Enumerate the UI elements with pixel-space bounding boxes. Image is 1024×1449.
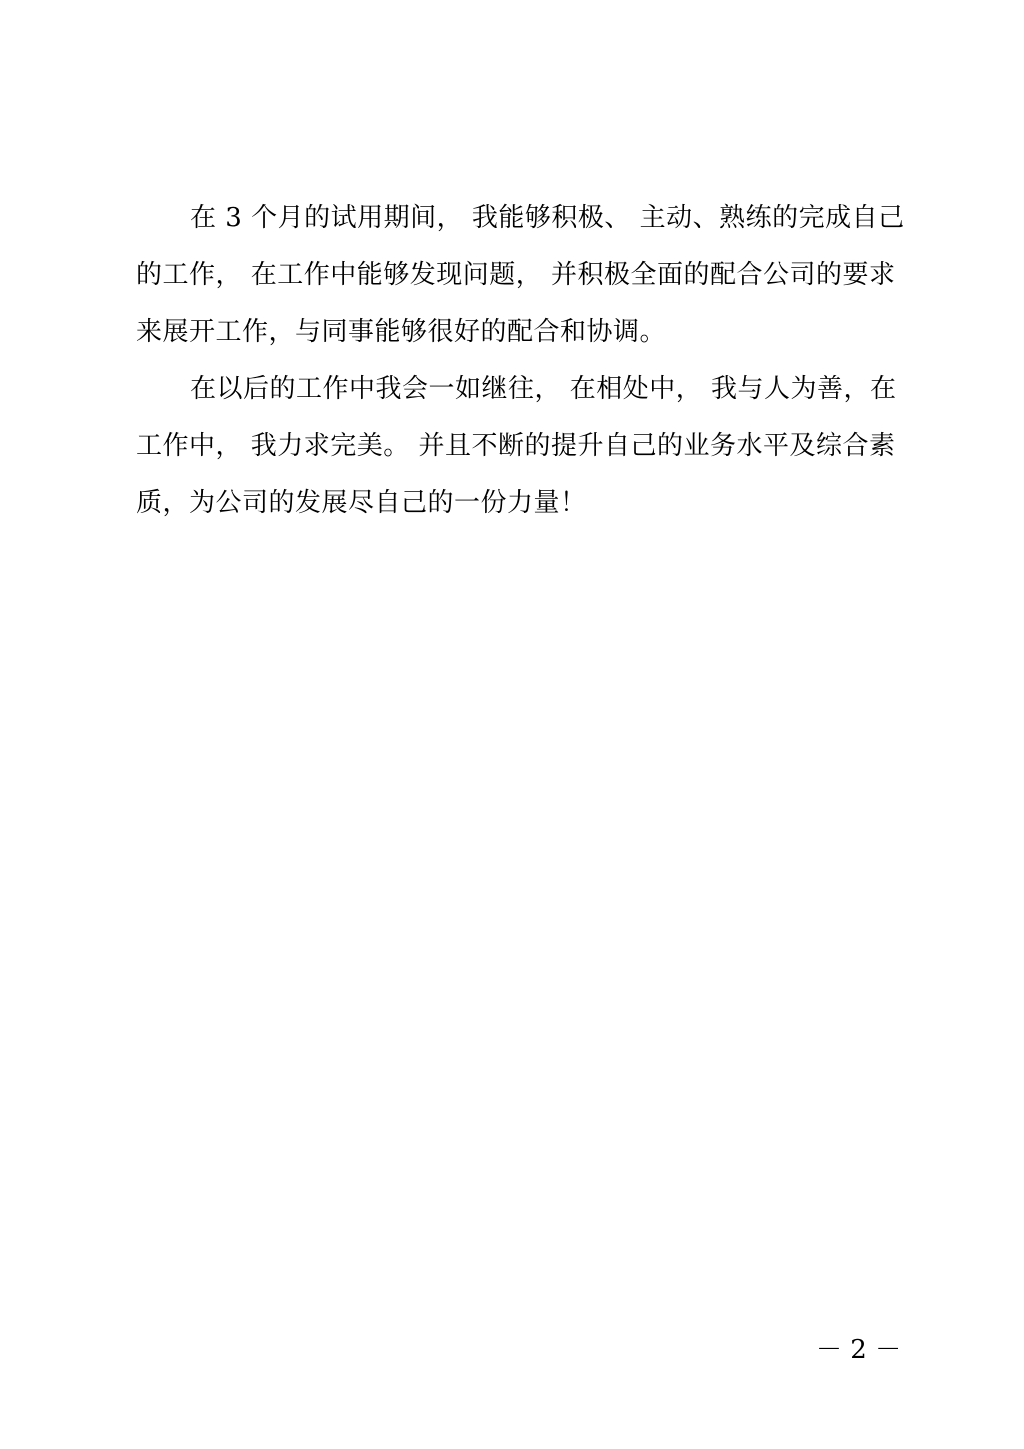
body-text [136,190,905,532]
paragraph-1-line-2: 的工作， 在工作中能够发现问题， 并积极全面的配合公司的要求 [136,260,896,290]
page-number: － 2 － [816,1335,902,1365]
paragraph-2-line-3: 质，为公司的发展尽自己的一份力量！ [136,488,587,518]
paragraph-2-line-2: 工作中， 我力求完美。 并且不断的提升自己的业务水平及综合素 [136,431,896,461]
paragraph-1-line-3: 来展开工作，与同事能够很好的配合和协调。 [136,317,667,347]
paragraph-2-line-1: 在以后的工作中我会一如继往， 在相处中， 我与人为善，在 [190,374,897,404]
paragraph-1-line-1: 在 3 个月的试用期间， 我能够积极、 主动、熟练的完成自己 [190,203,905,233]
